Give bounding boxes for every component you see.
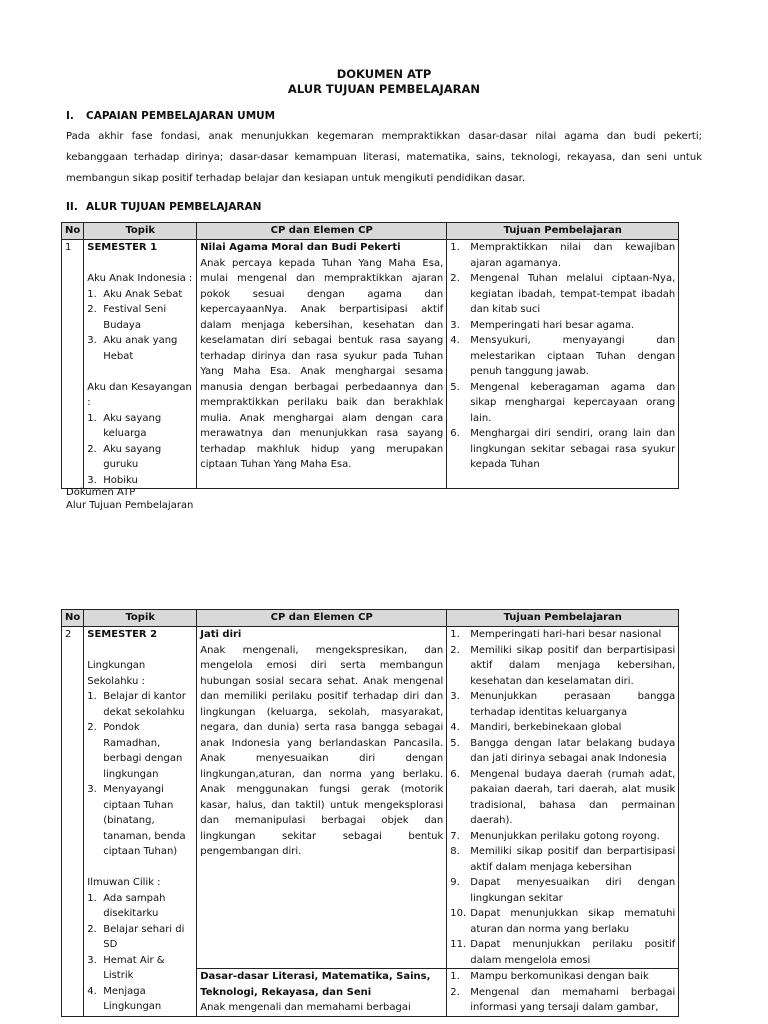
topic-list [87,891,193,1015]
topic-list [87,411,193,489]
topic-list [87,287,193,365]
atp-table-1 [61,222,679,489]
list-item: 5. Mengenal keberagaman agama dan sikap menghargai kepercayaan orang lain. [450,381,676,424]
table-header-row [62,223,679,240]
section-1-heading [66,110,275,122]
list-item: 2. Festival Seni Budaya [87,304,167,331]
list-item: 11. Dapat menunjukkan perilaku positif dalam mengelola emosi [450,939,676,966]
semester-label: SEMESTER 1 [87,242,158,253]
list-item: 4. Mensyukuri, menyayangi dan melestarikan ciptaan Tuhan dengan penuh tanggung jawab. [450,335,676,377]
table-row [62,240,679,489]
cp-element-title: Nilai Agama Moral dan Budi Pekerti [200,242,401,253]
atp-table-2 [61,609,679,1017]
footer-line-2: Alur Tujuan Pembelajaran [66,500,194,511]
section-1-title: CAPAIAN PEMBELAJARAN UMUM [86,110,276,122]
footer-line-1: Dokumen ATP [66,487,136,498]
page-footer [66,486,193,512]
cp-description: Anak mengenali, mengekspresikan, dan mengelola emosi diri serta membangun hubungan sosial secara sehat. Anak mengenal dan memiliki perilaku positif terhadap diri dan lingkungan (keluarga, sekolah, masyarakat, negara, dan dunia) serta rasa bangga sebagai anak Indonesia yang berlandaskan Pancasila. Anak menyesuaikan diri dengan lingkungan,aturan, dan norma yang berlaku. Anak menggunakan fungsi gerak (motorik kasar, halus, dan taktil) untuk mengeksplorasi dan memanipulasi berbagai objek dan lingkungan sekitar sebagai bentuk pengembangan diri. [200,644,444,857]
header-cp: CP dan Elemen CP [197,610,447,627]
list-item: 4. Mandiri, berkebinekaan global [450,722,622,733]
document-title: DOKUMEN ATP [336,67,432,81]
tp-cell [447,969,679,1017]
list-item: 2. Mengenal Tuhan melalui ciptaan-Nya, kegiatan ibadah, tempat-tempat ibadah dan kitab suci [450,273,676,315]
header-topik: Topik [84,223,197,240]
list-item: 2. Mengenal dan memahami berbagai informasi yang tersaji dalam gambar, [450,986,676,1013]
list-item: 2. Aku sayang guruku [87,443,162,470]
header-tp: Tujuan Pembelajaran [447,610,679,627]
list-item: 2. Memiliki sikap positif dan berpartisipasi aktif dalam menjaga kebersihan, kesehatan dan keselamatan diri. [450,644,676,687]
row-number: 1 [62,240,84,489]
list-item: 6. Menghargai diri sendiri, orang lain dan lingkungan sekitar sebagai rasa syukur kepada Tuhan [450,428,676,470]
list-item: 1. Ada sampah disekitarku [87,892,166,919]
header-topik: Topik [84,610,197,627]
cp-cell [197,627,447,969]
header-tp: Tujuan Pembelajaran [447,223,679,240]
list-item: 1. Belajar di kantor dekat sekolahku [87,691,186,718]
table-header-row [62,610,679,627]
tp-cell [447,627,679,969]
section-1-paragraph: Pada akhir fase fondasi, anak menunjukkan kegemaran mempraktikkan dasar-dasar nilai agama dan budi pekerti; kebanggaan terhadap dirinya; dasar-dasar kemampuan literasi, matematika, sains, teknologi, rekayasa, dan seni untuk membangun sikap positif terhadap belajar dan kesiapan untuk mengikuti pendidikan dasar. [66,131,702,184]
header-no: No [62,610,84,627]
cp-element-title: Dasar-dasar Literasi, Matematika, Sains, Teknologi, Rekayasa, dan Seni [200,971,431,998]
tp-list [450,240,675,473]
list-item: 2. Pondok Ramadhan, berbagi dengan lingkungan [87,722,183,780]
section-2-number: II. [66,201,78,213]
tp-list [450,627,675,968]
cp-element-title: Jati diri [200,629,242,640]
list-item: 6. Mengenal budaya daerah (rumah adat, pakaian daerah, tari daerah, alat musik tradisional, bahasa dan permainan daerah). [450,768,676,826]
cp-description: Anak mengenali dan memahami berbagai [200,1002,411,1013]
section-2-heading [66,201,261,213]
list-item: 4. Menjaga Lingkungan [87,985,162,1012]
cp-cell [197,240,447,489]
topic-list [87,689,193,860]
topic-group-title: Ilmuwan Cilik : [87,877,161,888]
list-item: 5. Bangga dengan latar belakang budaya dan jati dirinya sebagai anak Indonesia [450,737,676,764]
section-1-number: I. [66,110,74,122]
list-item: 1. Memperingati hari-hari besar nasional [450,629,662,640]
list-item: 1. Aku Anak Sebat [87,288,183,300]
list-item: 10. Dapat menunjukkan sikap mematuhi aturan dan norma yang berlaku [450,908,676,935]
list-item: 3. Hemat Air & Listrik [87,954,165,981]
list-item: 3. Menunjukkan perasaan bangga terhadap identitas keluarganya [450,691,676,718]
topic-group-title: Lingkungan Sekolahku : [87,660,146,687]
topic-group-title: Aku Anak Indonesia : [87,273,193,284]
topik-cell [84,627,197,1017]
cp-description: Anak percaya kepada Tuhan Yang Maha Esa, mulai mengenal dan mempraktikkan ajaran pokok sesuai dengan agama dan kepercayaanNya. Anak berpartisipasi aktif dalam menjaga kebersihan, kesehatan dan keselamatan diri sebagai bentuk rasa sayang terhadap dirinya dan rasa syukur pada Tuhan Yang Maha Esa. Anak menghargai sesama manusia dengan berbagai perbedaannya dan mempraktikkan perilaku baik dan berakhlak mulia. Anak menghargai alam dengan cara merawatnya dan menunjukkan rasa sayang terhadap makhluk hidup yang merupakan ciptaan Tuhan Yang Maha Esa. [200,257,444,470]
list-item: 7. Menunjukkan perilaku gotong royong. [450,830,660,842]
topik-cell [84,240,197,489]
semester-label: SEMESTER 2 [87,629,158,640]
topic-group-title: Aku dan Kesayangan : [87,381,192,408]
header-cp: CP dan Elemen CP [197,223,447,240]
section-2-title: ALUR TUJUAN PEMBELAJARAN [86,201,262,213]
tp-cell [447,240,679,489]
list-item: 3. Hobiku [87,474,138,486]
list-item: 1. Mempraktikkan nilai dan kewajiban ajaran agamanya. [450,242,676,269]
tp-list [450,969,675,1016]
cp-cell [197,969,447,1017]
list-item: 3. Memperingati hari besar agama. [450,319,635,331]
list-item: 8. Memiliki sikap positif dan berpartisipasi aktif dalam menjaga kebersihan [450,846,676,873]
list-item: 1. Mampu berkomunikasi dengan baik [450,971,649,982]
row-number: 2 [62,627,84,1017]
document-subtitle: ALUR TUJUAN PEMBELAJARAN [287,82,481,96]
table-row [62,627,679,969]
list-item: 9. Dapat menyesuaikan diri dengan lingkungan sekitar [450,877,676,904]
list-item: 3. Menyayangi ciptaan Tuhan (binatang, tanaman, benda ciptaan Tuhan) [87,784,186,857]
header-no: No [62,223,84,240]
list-item: 3. Aku anak yang Hebat [87,335,178,362]
list-item: 1. Aku sayang keluarga [87,412,162,439]
list-item: 2. Belajar sehari di SD [87,923,185,950]
